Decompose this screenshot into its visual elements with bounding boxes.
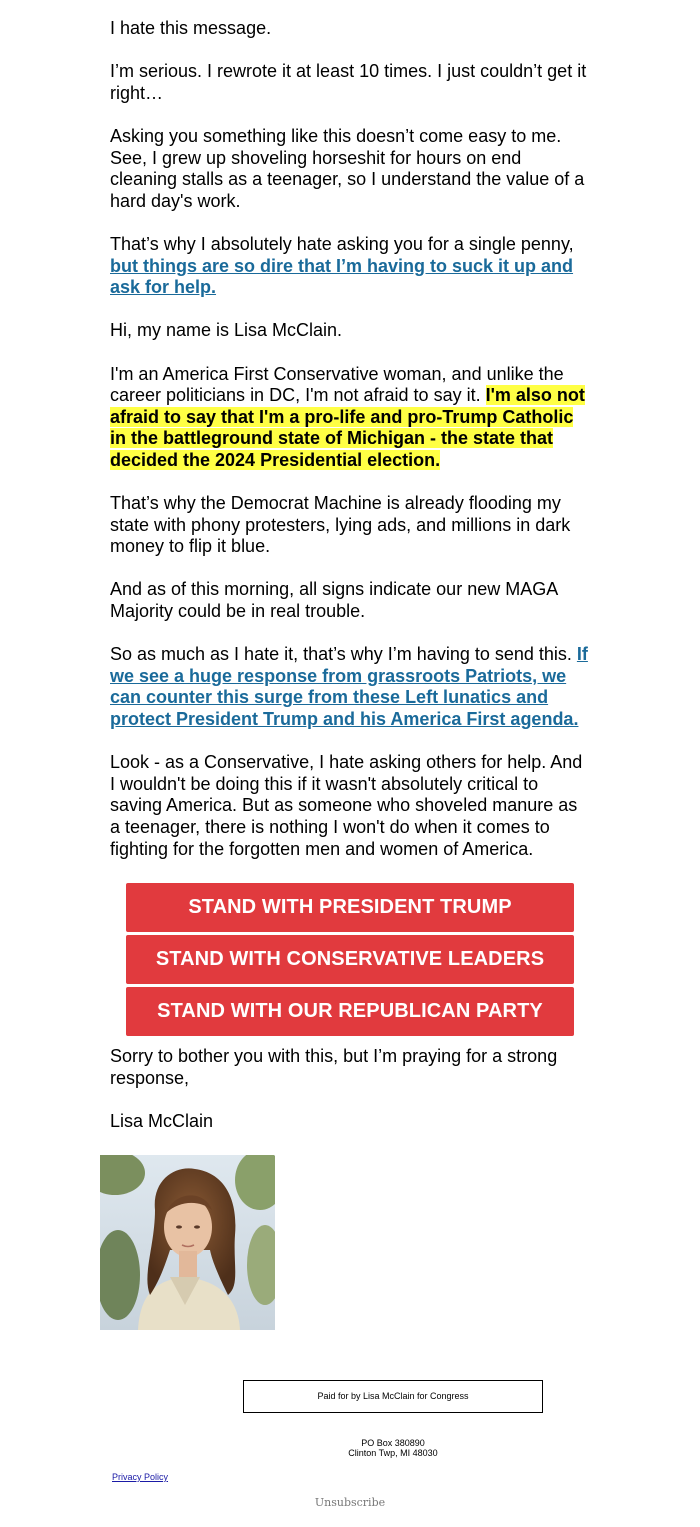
mailing-address	[243, 1438, 543, 1458]
privacy-policy-link[interactable]: Privacy Policy	[112, 1472, 169, 1482]
stand-with-party-button[interactable]: STAND WITH OUR REPUBLICAN PARTY	[126, 987, 574, 1036]
stand-with-leaders-button[interactable]: STAND WITH CONSERVATIVE LEADERS	[126, 935, 574, 984]
paragraph-6-text: I'm an America First Conservative woman, and unlike the career politicians in DC, I'm not afraid to say it.	[110, 363, 564, 406]
email-body	[110, 18, 590, 882]
paragraph-6	[110, 364, 590, 472]
donate-link-2[interactable]: If we see a huge response from grassroots Patriots, we can counter this surge from these Left lunatics and protect President Trump and his America First agenda.	[110, 644, 588, 729]
signature: Lisa McClain	[110, 1110, 214, 1131]
address-line-2: Clinton Twp, MI 48030	[348, 1448, 438, 1458]
paragraph-9-text: So as much as I hate it, that’s why I’m having to send this.	[110, 644, 577, 665]
unsubscribe-link[interactable]: Unsubscribe	[314, 1496, 386, 1509]
highlighted-text: I'm also not afraid to say that I'm a pro-life and pro-Trump Catholic in the battleground state of Michigan - the state that decided the 2024 Presidential election.	[110, 385, 585, 470]
paragraph-7: That’s why the Democrat Machine is already flooding my state with phony protesters, lying ads, and millions in dark money to flip it blue.	[110, 493, 571, 557]
closing-line: Sorry to bother you with this, but I’m praying for a strong response,	[110, 1046, 558, 1088]
donate-buttons	[126, 883, 574, 1039]
paragraph-9	[110, 644, 590, 730]
paragraph-10: Look - as a Conservative, I hate asking others for help. And I wouldn't be doing this if it wasn't absolutely critical to saving America. But as someone who shoveled manure as a teenager, there is nothing I won't do when it comes to fighting for the forgotten men and women of America.	[110, 752, 583, 859]
paid-for-disclaimer: Paid for by Lisa McClain for Congress	[243, 1380, 543, 1413]
paragraph-1: I hate this message.	[110, 18, 272, 38]
paragraph-8: And as of this morning, all signs indicate our new MAGA Majority could be in real trouble.	[110, 579, 558, 622]
donate-link-1[interactable]: but things are so dire that I’m having to suck it up and ask for help.	[110, 255, 574, 298]
paragraph-2: I’m serious. I rewrote it at least 10 times. I just couldn’t get it right…	[110, 61, 587, 103]
candidate-photo	[100, 1155, 275, 1330]
paragraph-5: Hi, my name is Lisa McClain.	[110, 320, 343, 341]
address-line-1: PO Box 380890	[361, 1438, 425, 1448]
paragraph-3: Asking you something like this doesn’t come easy to me. See, I grew up shoveling horseshit for hours on end cleaning stalls as a teenager, so I understand the value of a hard day's work.	[110, 125, 585, 211]
paragraph-4	[110, 234, 590, 299]
stand-with-trump-button[interactable]: STAND WITH PRESIDENT TRUMP	[126, 883, 574, 932]
closing	[110, 1046, 590, 1154]
paragraph-4-text: That’s why I absolutely hate asking you for a single penny,	[110, 233, 574, 254]
